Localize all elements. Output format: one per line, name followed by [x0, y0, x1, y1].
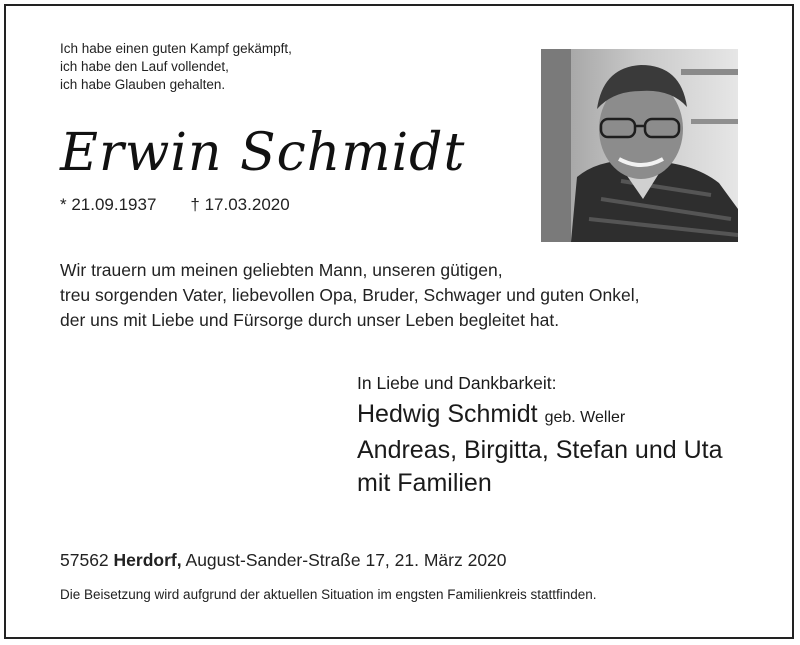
spouse-maiden-name: geb. Weller [544, 409, 626, 426]
life-dates [60, 195, 290, 215]
mourners-intro: In Liebe und Dankbarkeit: [357, 373, 557, 393]
address-line [60, 550, 507, 571]
mourners-block [357, 372, 723, 500]
families-line: mit Familien [357, 469, 492, 497]
verse-line: ich habe Glauben gehalten. [60, 77, 226, 92]
mourning-line: der uns mit Liebe und Fürsorge durch unser Leben begleitet hat. [60, 310, 560, 330]
portrait-photo [541, 49, 738, 242]
funeral-note: Die Beisetzung wird aufgrund der aktuellen Situation im engsten Familienkreis stattfinden. [60, 587, 597, 602]
verse-line: Ich habe einen guten Kampf gekämpft, [60, 41, 292, 56]
birth-date: * 21.09.1937 [60, 195, 157, 214]
town: Herdorf, [113, 550, 182, 570]
mourning-line: treu sorgenden Vater, liebevollen Opa, Bruder, Schwager und guten Onkel, [60, 285, 640, 305]
death-date: † 17.03.2020 [190, 195, 290, 214]
spouse-line [357, 398, 723, 434]
deceased-name: Erwin Schmidt [60, 123, 466, 183]
spouse-name: Hedwig Schmidt [357, 400, 538, 428]
portrait-image [541, 49, 738, 242]
postal-code: 57562 [60, 550, 109, 570]
street-and-date: August-Sander-Straße 17, 21. März 2020 [185, 550, 507, 570]
bible-verse [60, 40, 292, 94]
mourning-line: Wir trauern um meinen geliebten Mann, unseren gütigen, [60, 260, 503, 280]
children-names: Andreas, Birgitta, Stefan und Uta [357, 436, 723, 464]
mourning-text [60, 258, 640, 333]
verse-line: ich habe den Lauf vollendet, [60, 59, 229, 74]
